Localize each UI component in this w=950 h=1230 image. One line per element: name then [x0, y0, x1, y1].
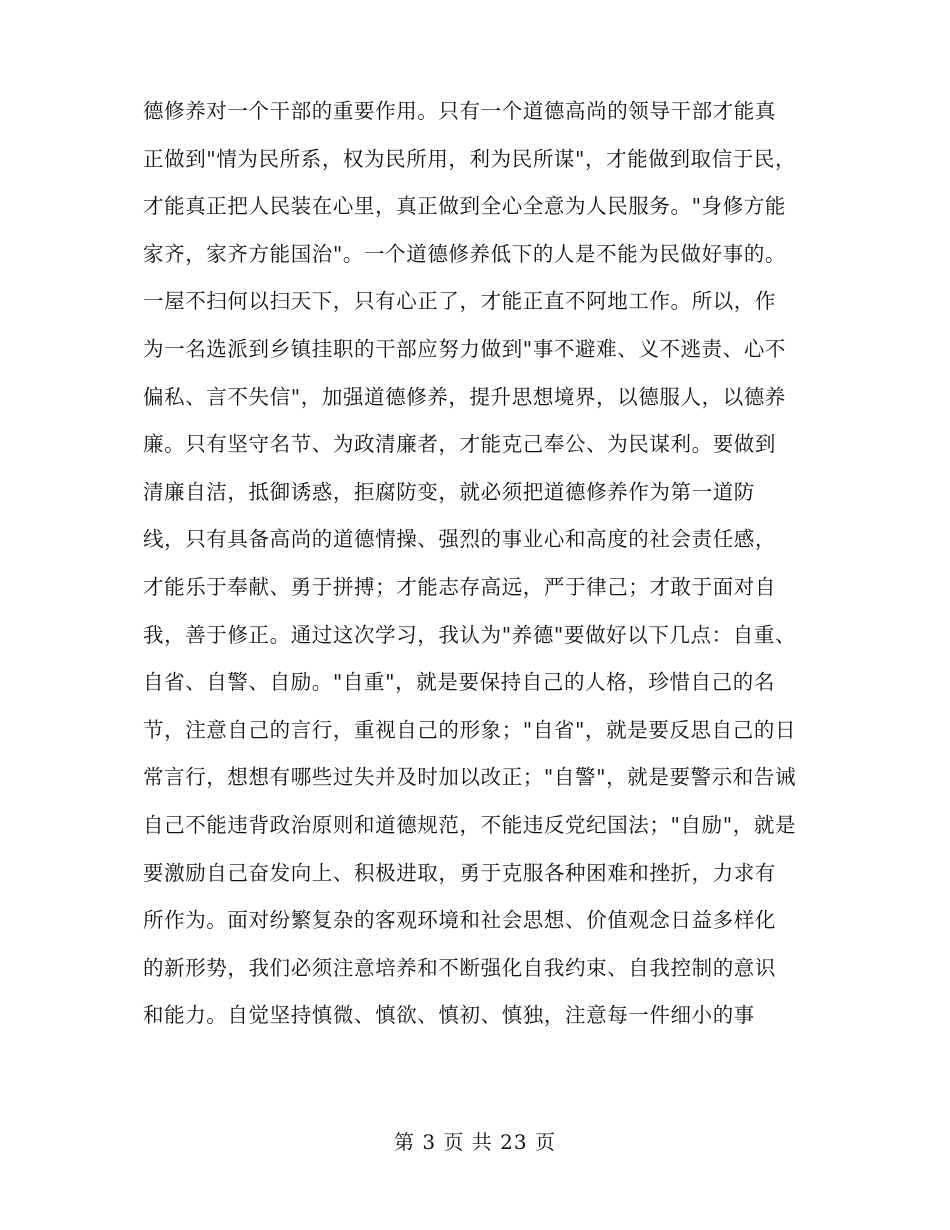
text-line: 一屋不扫何以扫天下，只有心正了，才能正直不阿地工作。所以，作: [143, 289, 776, 314]
page-number-footer: 第 3 页 共 23 页: [394, 1130, 556, 1154]
text-line: 正做到"情为民所系，权为民所用，利为民所谋"，才能做到取信于民，: [143, 146, 797, 171]
text-line: 才能真正把人民装在心里，真正做到全心全意为人民服务。"身修方能: [143, 194, 787, 219]
text-line: 常言行，想想有哪些过失并及时加以改正；"自警"，就是要警示和告诫: [143, 765, 797, 790]
text-line: 自己不能违背政治原则和道德规范，不能违反党纪国法；"自励"，就是: [143, 812, 797, 837]
text-line: 家齐，家齐方能国治"。一个道德修养低下的人是不能为民做好事的。: [143, 241, 787, 266]
text-line: 我，善于修正。通过这次学习，我认为"养德"要做好以下几点：自重、: [143, 622, 797, 647]
text-line: 节，注意自己的言行，重视自己的形象；"自省"，就是要反思自己的日: [143, 717, 797, 742]
text-line: 所作为。面对纷繁复杂的客观环境和社会思想、价值观念日益多样化: [143, 908, 776, 933]
text-line: 线，只有具备高尚的道德情操、强烈的事业心和高度的社会责任感，: [143, 527, 776, 552]
text-line: 和能力。自觉坚持慎微、慎欲、慎初、慎独，注意每一件细小的事: [143, 1003, 755, 1028]
text-line: 为一名选派到乡镇挂职的干部应努力做到"事不避难、义不逃责、心不: [143, 336, 787, 361]
text-line: 廉。只有坚守名节、为政清廉者，才能克己奉公、为民谋利。要做到: [143, 432, 776, 457]
body-text: [143, 88, 833, 1040]
text-line: 德修养对一个干部的重要作用。只有一个道德高尚的领导干部才能真: [143, 99, 776, 123]
text-line: 偏私、言不失信"，加强道德修养，提升思想境界，以德服人，以德养: [143, 384, 787, 409]
text-line: 清廉自洁，抵御诱惑，拒腐防变，就必须把道德修养作为第一道防: [143, 479, 755, 504]
text-line: 的新形势，我们必须注意培养和不断强化自我约束、自我控制的意识: [143, 955, 776, 980]
text-line: 才能乐于奉献、勇于拼搏；才能志存高远，严于律己；才敢于面对自: [143, 574, 776, 599]
text-line: 要激励自己奋发向上、积极进取，勇于克服各种困难和挫折，力求有: [143, 860, 776, 885]
text-line: 自省、自警、自励。"自重"，就是要保持自己的人格，珍惜自己的名: [143, 670, 775, 695]
